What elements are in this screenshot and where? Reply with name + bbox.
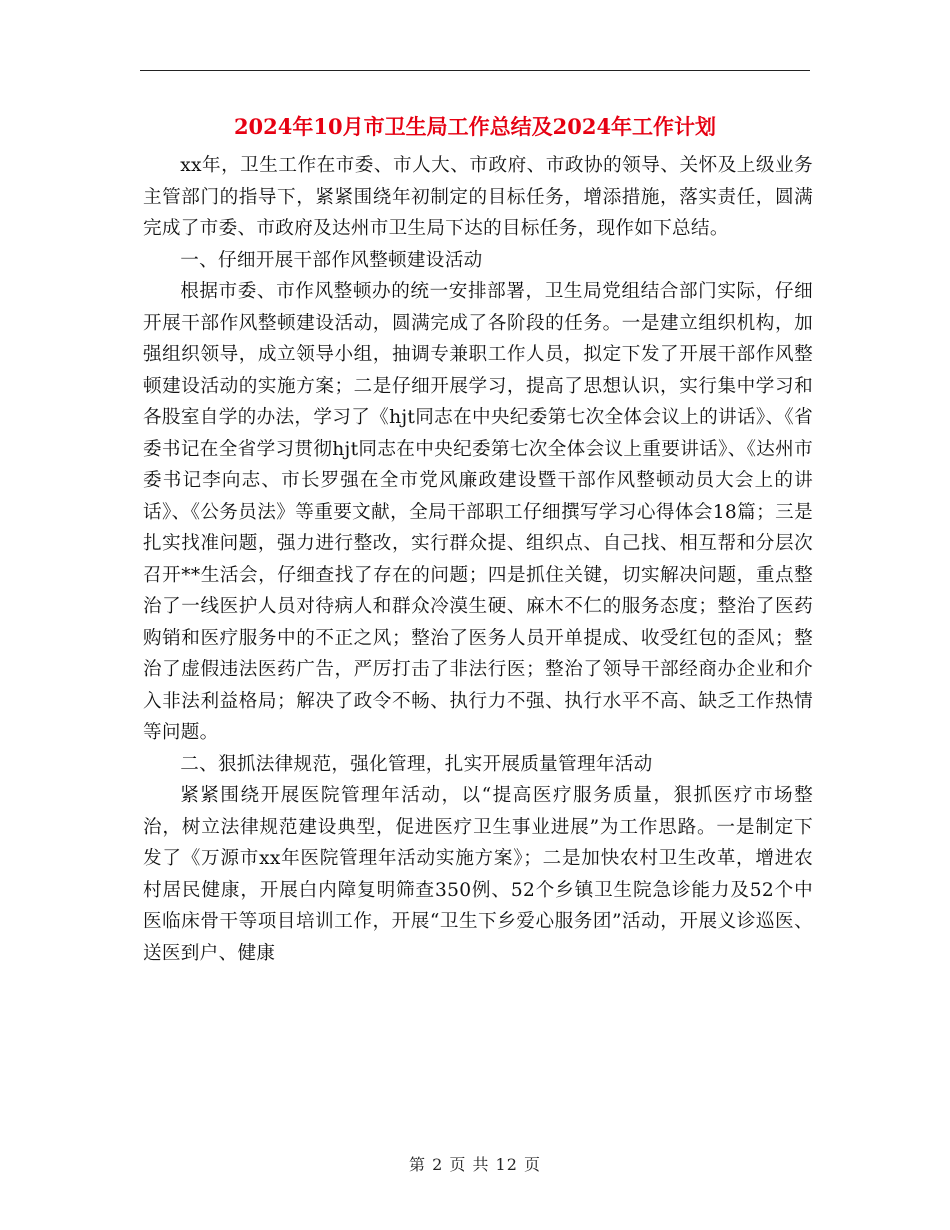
page-number: 第 2 页 共 12 页 xyxy=(409,1155,541,1174)
section-heading-2: 二、狠抓法律规范，强化管理，扎实开展质量管理年活动 xyxy=(180,753,653,775)
section-heading-1: 一、仔细开展干部作风整顿建设活动 xyxy=(180,249,483,271)
document-body xyxy=(143,150,813,969)
intro-paragraph: xx年，卫生工作在市委、市人大、市政府、市政协的领导、关怀及上级业务主管部门的指导下，紧紧围绕年初制定的目标任务，增添措施，落实责任，圆满完成了市委、市政府及达州市卫生局下达的目标任务，现作如下总结。 xyxy=(143,155,813,239)
document-title: 2024年10月市卫生局工作总结及2024年工作计划 xyxy=(233,114,717,139)
section-1-paragraph: 根据市委、市作风整顿办的统一安排部署，卫生局党组结合部门实际，仔细开展干部作风整顿建设活动，圆满完成了各阶段的任务。一是建立组织机构，加强组织领导，成立领导小组，抽调专兼职工作人员，拟定下发了开展干部作风整顿建设活动的实施方案；二是仔细开展学习，提高了思想认识，实行集中学习和各股室自学的办法，学习了《hjt同志在中央纪委第七次全体会议上的讲话》、《省委书记在全省学习贯彻hjt同志在中央纪委第七次全体会议上重要讲话》、《达州市委书记李向志、市长罗强在全市党风廉政建设暨干部作风整顿动员大会上的讲话》、《公务员法》等重要文献，全局干部职工仔细撰写学习心得体会18篇；三是扎实找准问题，强力进行整改，实行群众提、组织点、自己找、相互帮和分层次召开**生活会，仔细查找了存在的问题；四是抓住关键，切实解决问题，重点整治了一线医护人员对待病人和群众冷漠生硬、麻木不仁的服务态度；整治了医药购销和医疗服务中的不正之风；整治了医务人员开单提成、收受红包的歪风；整治了虚假违法医药广告，严厉打击了非法行医；整治了领导干部经商办企业和介入非法利益格局；解决了政令不畅、执行力不强、执行水平不高、缺乏工作热情等问题。 xyxy=(143,281,813,743)
section-2-paragraph: 紧紧围绕开展医院管理年活动，以“提高医疗服务质量，狠抓医疗市场整治，树立法律规范建设典型，促进医疗卫生事业进展”为工作思路。一是制定下发了《万源市xx年医院管理年活动实施方案》；二是加快农村卫生改革，增进农村居民健康，开展白内障复明筛查350例、52个乡镇卫生院急诊能力及52个中医临床骨干等项目培训工作，开展“卫生下乡爱心服务团”活动，开展义诊巡医、送医到户、健康 xyxy=(143,785,813,964)
header-rule xyxy=(140,70,810,71)
